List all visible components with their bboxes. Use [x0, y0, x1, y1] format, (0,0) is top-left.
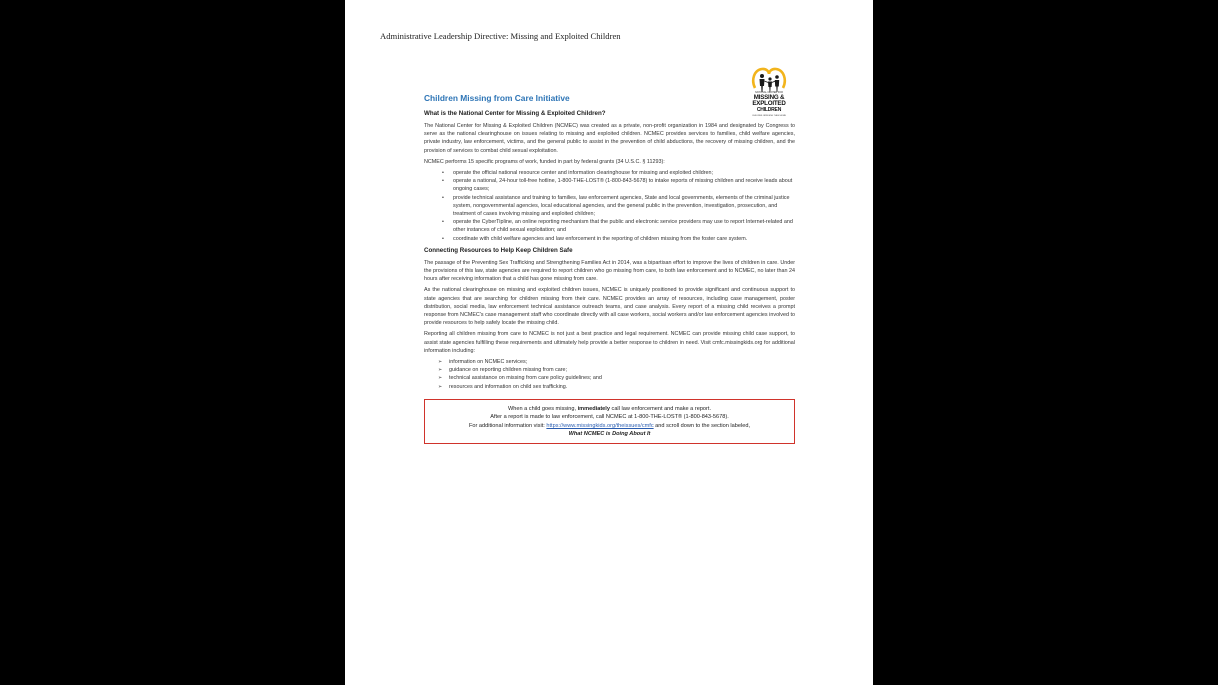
logo-small-text: NATIONAL CENTER FOR	[755, 91, 783, 94]
callout-line-4: What NCMEC is Doing About It	[568, 431, 651, 438]
callout-text: For additional information visit:	[468, 422, 547, 429]
list-item: • operate the official national resource center and information clearinghouse for missing and exploited children;	[446, 169, 795, 177]
callout-line-1	[433, 405, 786, 413]
callout-text: call law enforcement and make a report.	[609, 405, 712, 412]
list-item: ➢ guidance on reporting children missing from care;	[438, 366, 795, 374]
section-2-para-3: Reporting all children missing from care to NCMEC is not just a best practice and legal requirement. NCMEC can provide missing child case support, to assist state agencies fulfilling these requirements and ultimately help provide a better response to children in need. Visit cmfc.missingkids.org for additional information including:	[424, 331, 795, 354]
document-body	[424, 92, 795, 444]
list-item: • coordinate with child welfare agencies and law enforcement in the reporting of children missing from the foster care system.	[446, 235, 795, 243]
callout-text: When a child goes missing,	[507, 405, 578, 412]
callout-line-3	[433, 422, 786, 430]
document-page	[345, 0, 873, 685]
logo-line-2: EXPLOITED	[752, 100, 786, 107]
section-2-para-1: The passage of the Preventing Sex Trafficking and Strengthening Families Act in 2014, was a bipartisan effort to improve the lives of children in care. Under the provisions of this law, state agencies are required to report children who go missing from care, to both law enforcement and to NCMEC, no later than 24 hours after receiving information that a child has gone missing from care.	[424, 259, 795, 283]
list-item: ➢ information on NCMEC services;	[438, 358, 795, 366]
section-1-para-1: The National Center for Missing & Exploited Children (NCMEC) was created as a private, non-profit organization in 1984 and designated by Congress to serve as the national clearinghouse on issues relating to missing and exploited children. NCMEC provides services to families, child welfare agencies, private industry, law enforcement, victims, and the general public to assist in the prevention of child abductions, the recovery of missing children, and the provision of services to combat child sexual exploitation.	[424, 123, 795, 154]
section-1-heading: What is the National Center for Missing & Exploited Children?	[424, 110, 606, 117]
logo-tagline: CHILDREN. BRINGING THEM HOME	[752, 115, 786, 117]
list-item: ➢ resources and information on child sex trafficking.	[438, 383, 795, 391]
cmfc-link[interactable]: https://www.missingkids.org/theissues/cmfc	[546, 422, 654, 429]
list-item: • operate the CyberTipline, an online reporting mechanism that the public and electronic service providers may use to report Internet-related and other instances of child sexual exploitation; and	[446, 218, 795, 234]
callout-text: and scroll down to the section labeled,	[653, 422, 751, 429]
section-2-heading: Connecting Resources to Help Keep Children Safe	[424, 246, 573, 254]
callout-line-2: After a report is made to law enforcement, call NCMEC at 1-800-THE-LOST® (1-800-843-5678).	[490, 414, 729, 421]
section-2-para-2: As the national clearinghouse on missing and exploited children issues, NCMEC is uniquely positioned to provide significant and continuous support to state agencies that are searching for children missing from their care. NCMEC provides an array of resources, including case management, poster distribution, social media, law enforcement technical assistance outreach teams, and case analysis. Every report of a missing child receives a prompt response from NCMEC's case management staff who coordinate directly with all case workers, social workers and/or law enforcement agencies involved to provide resources to help safely locate the missing child.	[424, 287, 795, 327]
section-1-para-2: NCMEC performs 15 specific programs of work, funded in part by federal grants (34 U.S.C. § 11293):	[424, 158, 665, 165]
resources-list	[424, 358, 795, 391]
logo-line-1: MISSING &	[753, 94, 785, 101]
list-item: ➢ technical assistance on missing from care policy guidelines; and	[438, 374, 795, 382]
logo-figures-icon	[745, 66, 793, 94]
running-header: Administrative Leadership Directive: Missing and Exploited Children	[380, 31, 621, 41]
programs-list	[424, 169, 795, 243]
list-item: • provide technical assistance and training to families, law enforcement agencies, State and local governments, elements of the criminal justice system, nongovernmental agencies, local educational agencies, and the general public in the prevention, investigation, prosecution, and treatment of cases involving missing and exploited children;	[446, 194, 795, 219]
document-title: Children Missing from Care Initiative	[424, 93, 570, 103]
callout-emphasis: immediately	[577, 405, 610, 412]
list-item: • operate a national, 24-hour toll-free hotline, 1-800-THE-LOST® (1-800-843-5678) to intake reports of missing children and receive leads about ongoing cases;	[446, 177, 795, 193]
callout-box	[424, 399, 795, 444]
logo-line-3: CHILDREN	[756, 107, 782, 113]
